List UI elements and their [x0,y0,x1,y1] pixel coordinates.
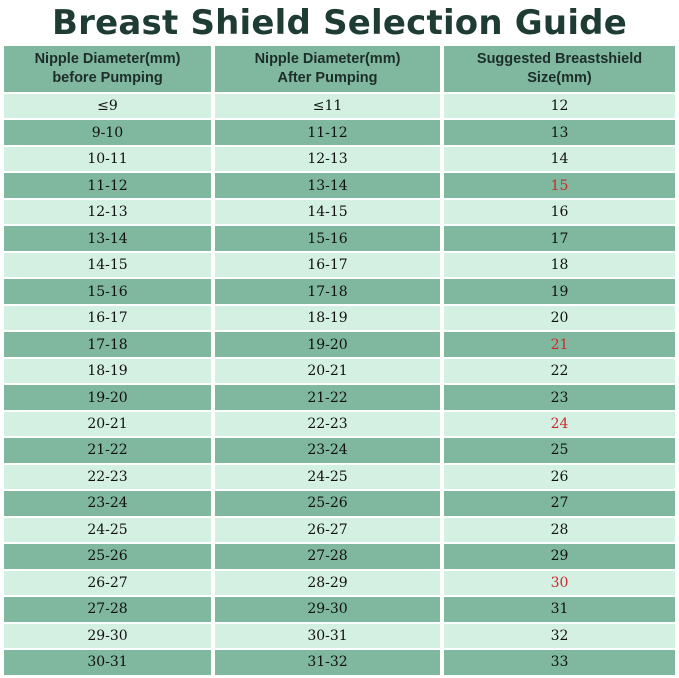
cell-before-pumping: 21-22 [4,438,211,462]
header-before-pumping-label: Nipple Diameter(mm) before Pumping [34,51,181,86]
table-row [4,173,676,197]
table-row [4,226,676,250]
cell-shield-size: 19 [444,279,675,303]
cell-before-pumping: 29-30 [4,624,211,648]
cell-before-pumping: 27-28 [4,597,211,621]
cell-after-pumping: 28-29 [215,571,440,595]
cell-before-pumping: 13-14 [4,226,211,250]
table-row [4,597,676,621]
cell-after-pumping: ≤11 [215,94,440,118]
cell-shield-size: 16 [444,200,675,224]
cell-after-pumping: 15-16 [215,226,440,250]
header-after-pumping-label: Nipple Diameter(mm) After Pumping [254,51,401,86]
cell-after-pumping: 29-30 [215,597,440,621]
cell-before-pumping: 22-23 [4,465,211,489]
table-row [4,518,676,542]
table-row [4,279,676,303]
table-row [4,385,676,409]
cell-after-pumping: 11-12 [215,120,440,144]
page-title: Breast Shield Selection Guide [52,3,627,43]
cell-shield-size: 20 [444,306,675,330]
table-row [4,412,676,436]
cell-after-pumping: 23-24 [215,438,440,462]
cell-shield-size: 18 [444,253,675,277]
cell-shield-size: 33 [444,650,675,674]
cell-shield-size: 28 [444,518,675,542]
table-row [4,465,676,489]
cell-after-pumping: 22-23 [215,412,440,436]
cell-after-pumping: 19-20 [215,332,440,356]
table-row [4,253,676,277]
cell-after-pumping: 13-14 [215,173,440,197]
cell-before-pumping: 26-27 [4,571,211,595]
cell-shield-size: 27 [444,491,675,515]
cell-before-pumping: 17-18 [4,332,211,356]
header-before-pumping [4,46,211,92]
cell-after-pumping: 26-27 [215,518,440,542]
table-row [4,544,676,568]
cell-before-pumping: 11-12 [4,173,211,197]
cell-after-pumping: 18-19 [215,306,440,330]
cell-before-pumping: 19-20 [4,385,211,409]
table-row [4,147,676,171]
cell-after-pumping: 21-22 [215,385,440,409]
cell-before-pumping: 15-16 [4,279,211,303]
cell-before-pumping: 25-26 [4,544,211,568]
cell-after-pumping: 31-32 [215,650,440,674]
table-row [4,120,676,144]
cell-after-pumping: 12-13 [215,147,440,171]
cell-before-pumping: ≤9 [4,94,211,118]
table-row [4,650,676,674]
cell-shield-size: 26 [444,465,675,489]
cell-shield-size: 25 [444,438,675,462]
table-row [4,332,676,356]
header-after-pumping [215,46,440,92]
cell-after-pumping: 20-21 [215,359,440,383]
cell-shield-size: 13 [444,120,675,144]
table-row [4,571,676,595]
cell-before-pumping: 20-21 [4,412,211,436]
cell-shield-size: 17 [444,226,675,250]
cell-after-pumping: 24-25 [215,465,440,489]
table-body [4,94,676,677]
cell-shield-size: 29 [444,544,675,568]
header-shield-size-label: Suggested Breastshield Size(mm) [476,51,643,86]
cell-shield-size: 31 [444,597,675,621]
table-row [4,438,676,462]
cell-before-pumping: 24-25 [4,518,211,542]
cell-shield-size: 22 [444,359,675,383]
table-row [4,491,676,515]
cell-before-pumping: 16-17 [4,306,211,330]
cell-after-pumping: 16-17 [215,253,440,277]
cell-after-pumping: 27-28 [215,544,440,568]
table-row [4,94,676,118]
cell-before-pumping: 14-15 [4,253,211,277]
table-row [4,306,676,330]
cell-after-pumping: 14-15 [215,200,440,224]
cell-shield-size: 12 [444,94,675,118]
cell-after-pumping: 25-26 [215,491,440,515]
table-row [4,200,676,224]
cell-shield-size: 15 [444,173,675,197]
cell-shield-size: 32 [444,624,675,648]
table-row [4,624,676,648]
cell-shield-size: 21 [444,332,675,356]
table-header [4,46,676,92]
cell-before-pumping: 18-19 [4,359,211,383]
header-shield-size [444,46,675,92]
cell-shield-size: 30 [444,571,675,595]
cell-before-pumping: 23-24 [4,491,211,515]
cell-before-pumping: 12-13 [4,200,211,224]
cell-before-pumping: 30-31 [4,650,211,674]
cell-shield-size: 24 [444,412,675,436]
cell-after-pumping: 30-31 [215,624,440,648]
cell-shield-size: 23 [444,385,675,409]
table-row [4,359,676,383]
cell-shield-size: 14 [444,147,675,171]
cell-before-pumping: 10-11 [4,147,211,171]
cell-before-pumping: 9-10 [4,120,211,144]
cell-after-pumping: 17-18 [215,279,440,303]
